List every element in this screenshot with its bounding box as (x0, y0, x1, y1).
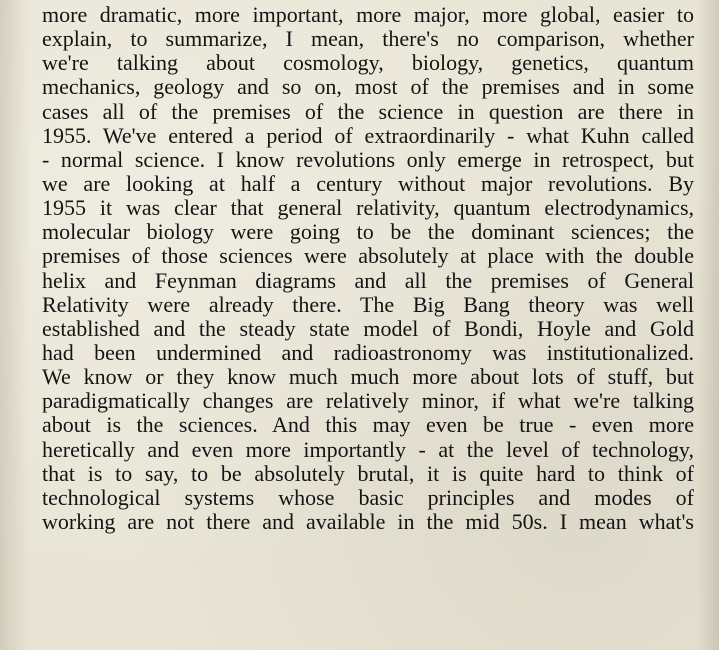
text-line: helix and Feynman diagrams and all the premises of General (42, 267, 694, 293)
text-line: - normal science. I know revolutions only emerge in retrospect, but (42, 146, 694, 172)
text-line: technological systems whose basic principles and modes of (42, 484, 694, 510)
text-line: that is to say, to be absolutely brutal, it is quite hard to think of (42, 460, 694, 486)
text-line: molecular biology were going to be the dominant sciences; the (42, 219, 694, 245)
text-line: we're talking about cosmology, biology, genetics, quantum (42, 50, 694, 76)
text-line: had been undermined and radioastronomy was institutionalized. (42, 339, 694, 365)
text-line: about is the sciences. And this may even be true - even more (42, 412, 694, 438)
text-line: explain, to summarize, I mean, there's no comparison, whether (42, 26, 694, 52)
text-line: heretically and even more importantly - at the level of technology, (42, 436, 694, 462)
text-line: premises of those sciences were absolutely at place with the double (42, 243, 694, 269)
text-line: we are looking at half a century without major revolutions. By (42, 170, 694, 196)
text-line: working are not there and available in the mid 50s. I mean what's (42, 508, 694, 534)
text-line: 1955 it was clear that general relativity, quantum electrodynamics, (42, 195, 694, 221)
text-line: Relativity were already there. The Big Bang theory was well (42, 291, 694, 317)
text-line: mechanics, geology and so on, most of the premises and in some (42, 74, 694, 100)
body-paragraph (42, 3, 694, 534)
right-edge-bleed-through (697, 0, 719, 650)
text-line: 1955. We've entered a period of extraordinarily - what Kuhn called (42, 122, 694, 148)
text-line: We know or they know much much more about lots of stuff, but (42, 364, 694, 390)
left-edge-bleed-through (0, 0, 30, 650)
text-line: paradigmatically changes are relatively minor, if what we're talking (42, 388, 694, 414)
text-line: more dramatic, more important, more major, more global, easier to (42, 2, 694, 27)
text-line: established and the steady state model of Bondi, Hoyle and Gold (42, 315, 694, 341)
text-line: cases all of the premises of the science in question are there in (42, 98, 694, 124)
